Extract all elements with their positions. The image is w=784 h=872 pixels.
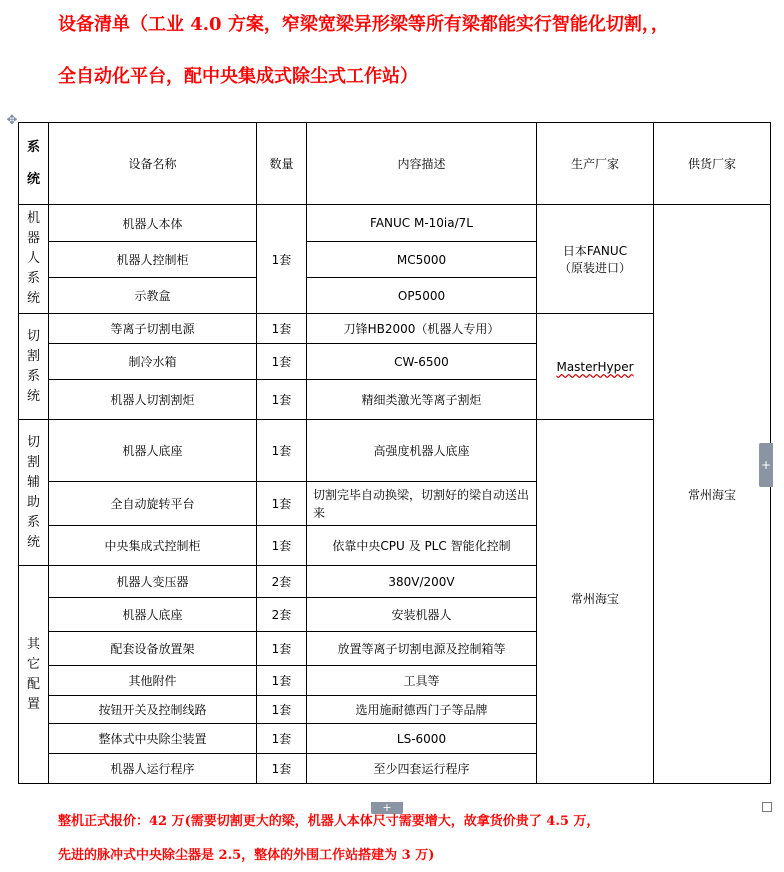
description: OP5000 — [307, 278, 537, 314]
quantity: 2套 — [257, 598, 307, 632]
quantity: 1套 — [257, 380, 307, 420]
description: 切割完毕自动换梁，切割好的梁自动送出来 — [307, 482, 537, 526]
description: 工具等 — [307, 666, 537, 696]
equipment-name: 机器人底座 — [49, 598, 257, 632]
description: 安装机器人 — [307, 598, 537, 632]
quantity: 2套 — [257, 566, 307, 598]
manufacturer-fanuc-origin: （原装进口） — [558, 261, 631, 275]
document-title-line-2: 全自动化平台，配中央集成式除尘式工作站） — [58, 66, 418, 87]
manufacturer-masterhyper-name: MasterHyper — [556, 359, 634, 374]
quantity: 1套 — [257, 632, 307, 666]
description: 选用施耐德西门子等品牌 — [307, 696, 537, 724]
description: 精细类激光等离子割炬 — [307, 380, 537, 420]
price-note-line-2: 先进的脉冲式中央除尘器是 2.5，整体的外围工作站搭建为 3 万) — [58, 848, 435, 863]
price-note-line-1: 整机正式报价：42 万(需要切割更大的梁，机器人本体尺寸需要增大，故拿货价贵了 4.5 万， — [58, 814, 600, 829]
equipment-name: 机器人运行程序 — [49, 754, 257, 784]
equipment-name: 机器人底座 — [49, 420, 257, 482]
group-cutting-system: 切割系统 — [19, 314, 49, 420]
group-cutting-aux-system: 切割辅助系统 — [19, 420, 49, 566]
header-equipment-name: 设备名称 — [49, 123, 257, 205]
quantity: 1套 — [257, 666, 307, 696]
header-description: 内容描述 — [307, 123, 537, 205]
equipment-name: 制冷水箱 — [49, 344, 257, 380]
description: MC5000 — [307, 242, 537, 278]
table-header-row — [19, 123, 771, 205]
table-resize-handle[interactable] — [762, 802, 772, 812]
equipment-name: 机器人本体 — [49, 205, 257, 242]
group-other-config: 其它配置 — [19, 566, 49, 784]
document-title-line-1: 设备清单（工业 4.0 方案，窄梁宽梁异形梁等所有梁都能实行智能化切割，， — [58, 14, 669, 35]
description: 高强度机器人底座 — [307, 420, 537, 482]
header-system: 系统 — [19, 123, 49, 205]
equipment-name: 整体式中央除尘装置 — [49, 724, 257, 754]
quantity: 1套 — [257, 526, 307, 566]
manufacturer-fanuc — [537, 205, 654, 314]
description: CW-6500 — [307, 344, 537, 380]
quantity: 1套 — [257, 696, 307, 724]
table-row — [19, 205, 771, 242]
add-column-plus-icon[interactable]: + — [759, 443, 773, 487]
equipment-name: 机器人切割割炬 — [49, 380, 257, 420]
equipment-name: 等离子切割电源 — [49, 314, 257, 344]
equipment-name: 机器人控制柜 — [49, 242, 257, 278]
equipment-name: 全自动旋转平台 — [49, 482, 257, 526]
equipment-name: 机器人变压器 — [49, 566, 257, 598]
quantity: 1套 — [257, 314, 307, 344]
manufacturer-fanuc-name: 日本FANUC — [562, 244, 628, 258]
description: 刀锋HB2000（机器人专用） — [307, 314, 537, 344]
header-quantity: 数量 — [257, 123, 307, 205]
description: 放置等离子切割电源及控制箱等 — [307, 632, 537, 666]
equipment-name: 示教盒 — [49, 278, 257, 314]
header-supplier: 供货厂家 — [654, 123, 771, 205]
group-robot-system: 机器人系统 — [19, 205, 49, 314]
manufacturer-changzhou: 常州海宝 — [537, 420, 654, 784]
description: 至少四套运行程序 — [307, 754, 537, 784]
description: FANUC M-10ia/7L — [307, 205, 537, 242]
quantity: 1套 — [257, 724, 307, 754]
add-row-plus-icon[interactable]: + — [371, 802, 403, 814]
description: LS-6000 — [307, 724, 537, 754]
quantity: 1套 — [257, 754, 307, 784]
supplier-cell: 常州海宝 — [654, 205, 771, 784]
equipment-name: 其他附件 — [49, 666, 257, 696]
quantity: 1套 — [257, 205, 307, 314]
description: 380V/200V — [307, 566, 537, 598]
quantity: 1套 — [257, 482, 307, 526]
header-manufacturer: 生产厂家 — [537, 123, 654, 205]
quantity: 1套 — [257, 420, 307, 482]
equipment-name: 中央集成式控制柜 — [49, 526, 257, 566]
equipment-name: 按钮开关及控制线路 — [49, 696, 257, 724]
equipment-table — [18, 122, 771, 784]
manufacturer-masterhyper — [537, 314, 654, 420]
table-move-handle-icon[interactable]: ✥ — [6, 113, 18, 128]
description: 依靠中央CPU 及 PLC 智能化控制 — [307, 526, 537, 566]
quantity: 1套 — [257, 344, 307, 380]
equipment-name: 配套设备放置架 — [49, 632, 257, 666]
